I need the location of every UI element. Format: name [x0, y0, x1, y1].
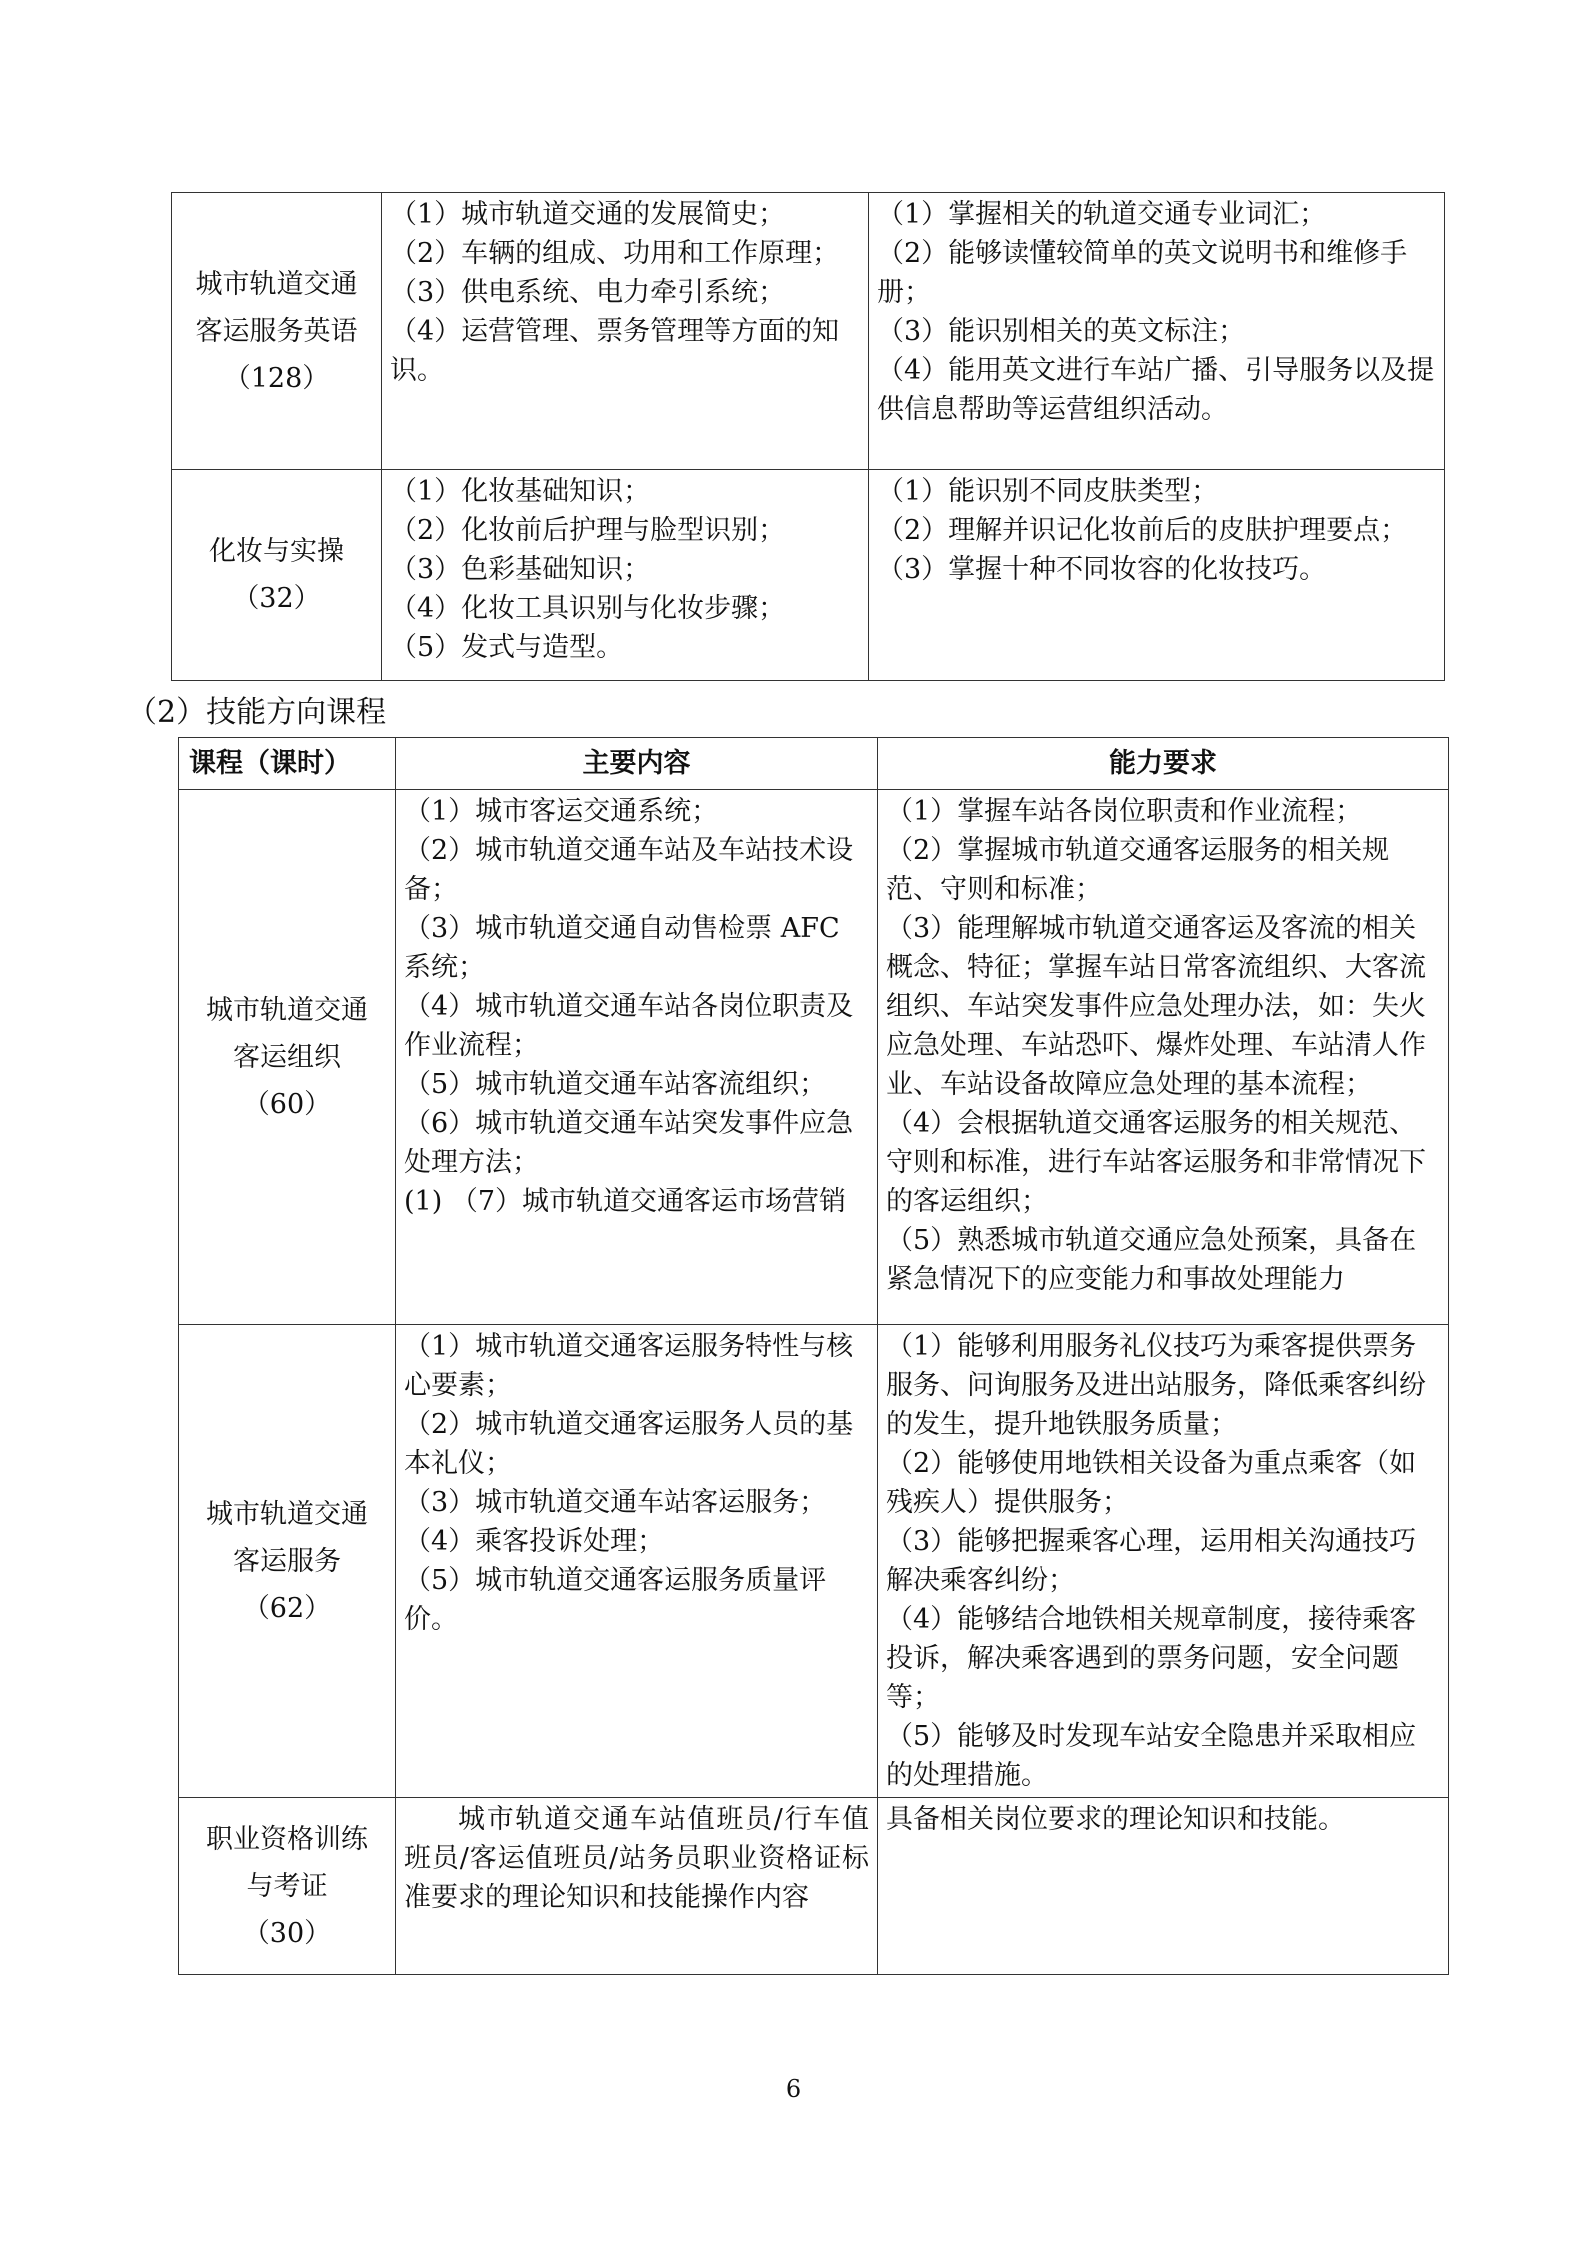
course-hours: （32）	[232, 583, 321, 614]
content-item: （6）城市轨道交通车站突发事件应急处理方法；	[404, 1108, 854, 1178]
ability-item: （5）能够及时发现车站安全隐患并采取相应的处理措施。	[886, 1721, 1417, 1791]
content-item: （1）化妆基础知识；	[390, 476, 651, 507]
ability-item: （2）能够使用地铁相关设备为重点乘客（如残疾人）提供服务；	[886, 1448, 1417, 1518]
ability-item: （1）能识别不同皮肤类型；	[877, 476, 1219, 507]
course-name-cell	[172, 193, 382, 470]
course-table-general	[171, 192, 1445, 681]
ability-item: （5）熟悉城市轨道交通应急处预案，具备在紧急情况下的应变能力和事故处理能力	[886, 1225, 1417, 1295]
table-row	[179, 1798, 1449, 1975]
content-item: （4）城市轨道交通车站各岗位职责及作业流程；	[404, 991, 854, 1061]
course-hours: （30）	[242, 1917, 332, 1949]
course-name-line: 城市轨道交通	[206, 994, 368, 1026]
ability-item: 具备相关岗位要求的理论知识和技能。	[886, 1804, 1345, 1835]
ability-item: （2）掌握城市轨道交通客运服务的相关规范、守则和标准；	[886, 835, 1390, 905]
content-item: (1) （7）城市轨道交通客运市场营销	[404, 1186, 847, 1217]
ability-item: （4）能够结合地铁相关规章制度，接待乘客投诉，解决乘客遇到的票务问题，安全问题等；	[886, 1604, 1417, 1713]
content-item: （5）城市轨道交通车站客流组织；	[404, 1069, 827, 1100]
course-name-line: 与考证	[246, 1870, 328, 1902]
content-cell	[396, 1325, 878, 1798]
table-row	[179, 1325, 1449, 1798]
course-name-line: 城市轨道交通	[206, 1498, 368, 1530]
ability-item: （2）理解并识记化妆前后的皮肤护理要点；	[877, 515, 1408, 546]
course-hours: （128）	[223, 362, 330, 394]
content-item: （5）发式与造型。	[390, 632, 624, 663]
ability-item: （3）能理解城市轨道交通客运及客流的相关概念、特征；掌握车站日常客流组织、大客流组织、车站突发事件应急处理办法，如：失火应急处理、车站恐吓、爆炸处理、车站清人作业、车站设备故障应急处理的基本流程；	[886, 913, 1426, 1100]
content-cell	[382, 470, 869, 681]
content-item: （4）运营管理、票务管理等方面的知识。	[390, 316, 840, 386]
content-item: （2）城市轨道交通车站及车站技术设备；	[404, 835, 854, 905]
course-name-line: 职业资格训练	[206, 1823, 368, 1855]
column-header-course: 课程（课时）	[179, 738, 396, 790]
content-item: （2）城市轨道交通客运服务人员的基本礼仪；	[404, 1409, 854, 1479]
course-hours: （60）	[242, 1088, 332, 1120]
table-row	[172, 193, 1445, 470]
course-name-cell	[172, 470, 382, 681]
table-header-row	[179, 738, 1449, 790]
ability-cell	[878, 1798, 1449, 1975]
ability-cell	[869, 193, 1445, 470]
content-cell	[396, 790, 878, 1325]
ability-cell	[878, 1325, 1449, 1798]
course-name-cell	[179, 1325, 396, 1798]
ability-item: （3）掌握十种不同妆容的化妆技巧。	[877, 554, 1327, 585]
ability-item: （1）掌握相关的轨道交通专业词汇；	[877, 199, 1327, 230]
course-name-line: 客运服务英语	[195, 315, 358, 347]
ability-item: （1）掌握车站各岗位职责和作业流程；	[886, 796, 1363, 827]
ability-item: （2）能够读懂较简单的英文说明书和维修手册；	[877, 238, 1408, 308]
content-item: （1）城市客运交通系统；	[404, 796, 719, 827]
content-item: （2）车辆的组成、功用和工作原理；	[390, 238, 840, 269]
content-cell	[396, 1798, 878, 1975]
content-item: （3）城市轨道交通车站客运服务；	[404, 1487, 827, 1518]
ability-item: （1）能够利用服务礼仪技巧为乘客提供票务服务、问询服务及进出站服务，降低乘客纠纷的发生，提升地铁服务质量；	[886, 1331, 1426, 1440]
table-row	[179, 790, 1449, 1325]
ability-item: （3）能够把握乘客心理，运用相关沟通技巧解决乘客纠纷；	[886, 1526, 1417, 1596]
page-number: 6	[785, 2075, 802, 2103]
course-name-line: 客运组织	[233, 1041, 341, 1073]
course-name-line: 城市轨道交通	[195, 268, 358, 300]
course-name-line: 客运服务	[233, 1545, 341, 1577]
column-header-content: 主要内容	[396, 738, 878, 790]
course-table-skills	[178, 737, 1449, 1975]
column-header-ability: 能力要求	[878, 738, 1449, 790]
content-item: （2）化妆前后护理与脸型识别；	[390, 515, 786, 546]
table-row	[172, 470, 1445, 681]
content-item: （4）乘客投诉处理；	[404, 1526, 665, 1557]
content-item: （1）城市轨道交通客运服务特性与核心要素；	[404, 1331, 854, 1401]
content-item: （3）供电系统、电力牵引系统；	[390, 277, 786, 308]
content-item: 城市轨道交通车站值班员/行车值班员/客运值班员/站务员职业资格证标准要求的理论知识和技能操作内容	[404, 1804, 869, 1913]
course-hours: （62）	[242, 1592, 332, 1624]
course-name-cell	[179, 790, 396, 1325]
ability-cell	[869, 470, 1445, 681]
section-title: （2）技能方向课程	[127, 695, 387, 730]
ability-item: （3）能识别相关的英文标注；	[877, 316, 1246, 347]
course-name-line: 化妆与实操	[209, 536, 344, 567]
ability-cell	[878, 790, 1449, 1325]
ability-item: （4）能用英文进行车站广播、引导服务以及提供信息帮助等运营组织活动。	[877, 355, 1435, 425]
content-item: （3）色彩基础知识；	[390, 554, 651, 585]
course-name-cell	[179, 1798, 396, 1975]
content-item: （1）城市轨道交通的发展简史；	[390, 199, 786, 230]
content-item: （3）城市轨道交通自动售检票 AFC 系统；	[404, 913, 840, 983]
content-item: （4）化妆工具识别与化妆步骤；	[390, 593, 786, 624]
ability-item: （4）会根据轨道交通客运服务的相关规范、守则和标准，进行车站客运服务和非常情况下的客运组织；	[886, 1108, 1426, 1217]
content-cell	[382, 193, 869, 470]
content-item: （5）城市轨道交通客运服务质量评价。	[404, 1565, 827, 1635]
